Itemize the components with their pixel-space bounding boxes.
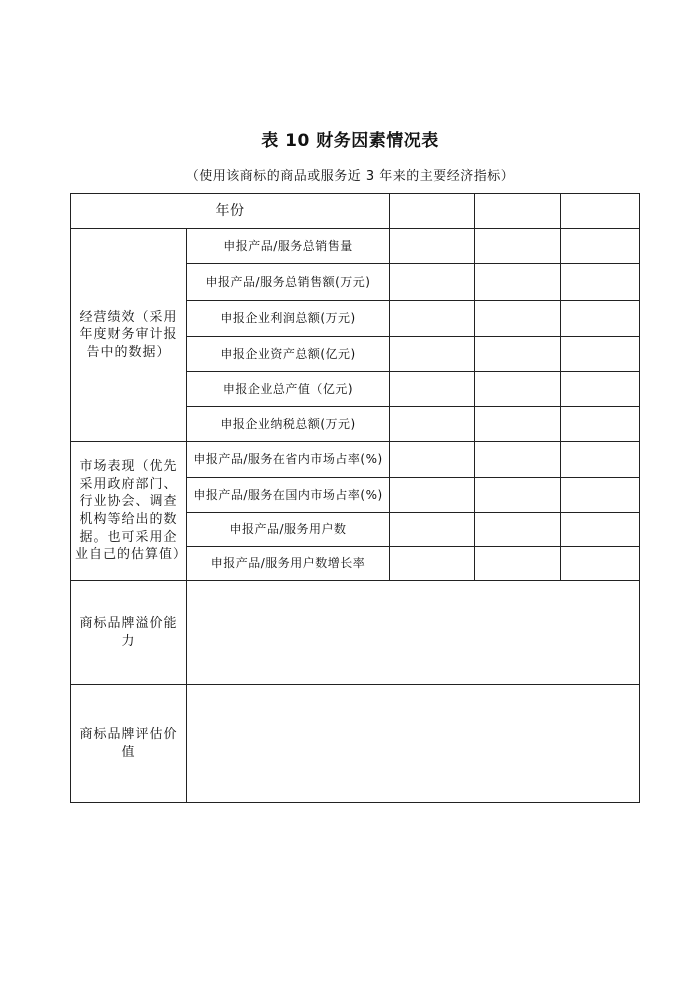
year-cell-1[interactable] <box>390 194 475 229</box>
row-label: 申报产品/服务用户数 <box>187 513 390 547</box>
table-row <box>71 442 640 478</box>
group-label-performance: 经营绩效（采用年度财务审计报告中的数据） <box>71 229 187 442</box>
data-cell[interactable] <box>561 478 640 513</box>
row-label: 申报企业纳税总额(万元) <box>187 407 390 442</box>
data-cell[interactable] <box>561 513 640 547</box>
brand-premium-cell[interactable] <box>187 581 640 685</box>
table-row <box>71 229 640 264</box>
data-cell[interactable] <box>561 442 640 478</box>
table-title: 表 10 财务因素情况表 <box>261 131 439 151</box>
data-cell[interactable] <box>475 547 561 581</box>
data-cell[interactable] <box>561 264 640 301</box>
data-cell[interactable] <box>475 442 561 478</box>
data-cell[interactable] <box>475 372 561 407</box>
data-cell[interactable] <box>561 301 640 337</box>
data-cell[interactable] <box>561 547 640 581</box>
data-cell[interactable] <box>390 337 475 372</box>
row-label: 申报产品/服务在省内市场占率(%) <box>187 442 390 478</box>
year-cell-3[interactable] <box>561 194 640 229</box>
data-cell[interactable] <box>561 229 640 264</box>
data-cell[interactable] <box>390 229 475 264</box>
data-cell[interactable] <box>475 513 561 547</box>
row-label: 申报产品/服务用户数增长率 <box>187 547 390 581</box>
data-cell[interactable] <box>390 372 475 407</box>
row-label: 申报企业总产值（亿元) <box>187 372 390 407</box>
year-cell-2[interactable] <box>475 194 561 229</box>
group-label-market: 市场表现（优先采用政府部门、行业协会、调查机构等给出的数据。也可采用企业自己的估算值） <box>71 442 187 581</box>
data-cell[interactable] <box>561 372 640 407</box>
brand-valuation-cell[interactable] <box>187 685 640 803</box>
data-cell[interactable] <box>475 264 561 301</box>
data-cell[interactable] <box>475 301 561 337</box>
data-cell[interactable] <box>561 407 640 442</box>
table-row <box>71 685 640 803</box>
data-cell[interactable] <box>390 442 475 478</box>
data-cell[interactable] <box>390 301 475 337</box>
table-subtitle: （使用该商标的商品或服务近 3 年来的主要经济指标） <box>185 169 515 184</box>
year-header-label: 年份 <box>71 194 390 229</box>
data-cell[interactable] <box>475 407 561 442</box>
data-cell[interactable] <box>475 337 561 372</box>
data-cell[interactable] <box>390 264 475 301</box>
data-cell[interactable] <box>390 478 475 513</box>
row-label: 申报产品/服务总销售量 <box>187 229 390 264</box>
row-label: 申报产品/服务总销售额(万元) <box>187 264 390 301</box>
data-cell[interactable] <box>390 513 475 547</box>
data-cell[interactable] <box>475 478 561 513</box>
brand-valuation-label: 商标品牌评估价值 <box>71 685 187 803</box>
brand-premium-label: 商标品牌溢价能力 <box>71 581 187 685</box>
row-label: 申报企业利润总额(万元) <box>187 301 390 337</box>
data-cell[interactable] <box>561 337 640 372</box>
table-row <box>71 581 640 685</box>
row-label: 申报产品/服务在国内市场占率(%) <box>187 478 390 513</box>
data-cell[interactable] <box>390 407 475 442</box>
year-header-row <box>71 194 640 229</box>
financial-factors-table <box>70 193 640 803</box>
data-cell[interactable] <box>475 229 561 264</box>
data-cell[interactable] <box>390 547 475 581</box>
row-label: 申报企业资产总额(亿元) <box>187 337 390 372</box>
